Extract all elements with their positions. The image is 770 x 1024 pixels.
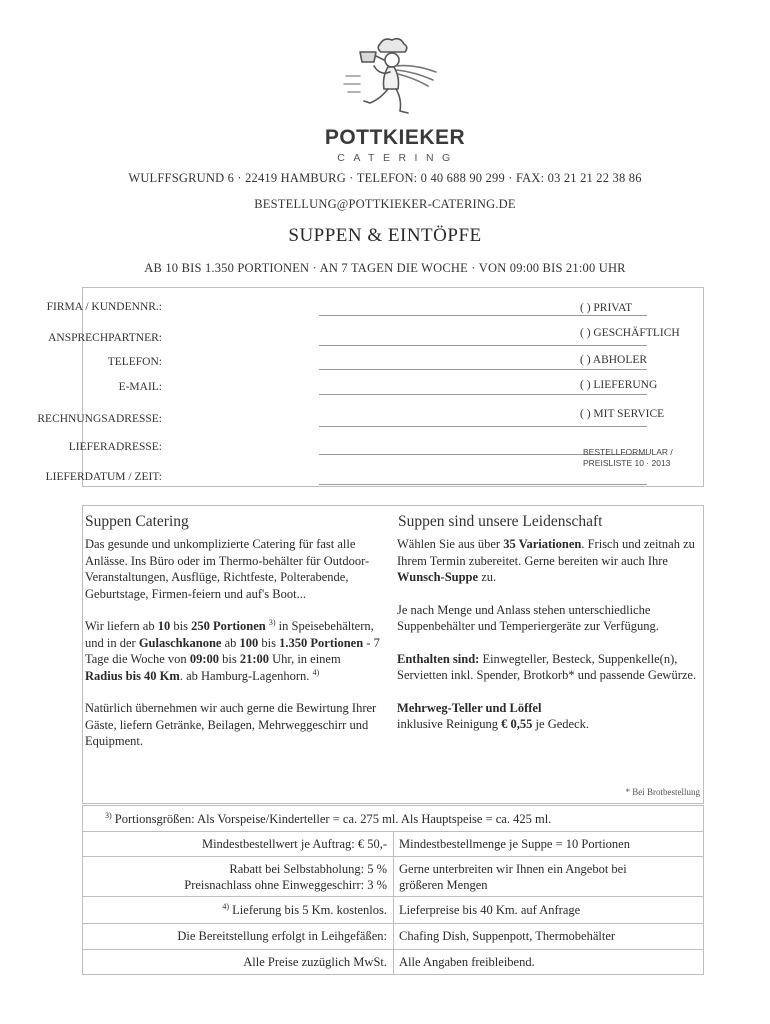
table-cell-right: Lieferpreise bis 40 Km. auf Anfrage: [399, 903, 581, 917]
table-row: [82, 924, 704, 950]
form-label-rechnungsadresse: RECHNUNGSADRESSE:: [37, 413, 162, 425]
left-col-p3: Natürlich übernehmen wir auch gerne die Bewirtung Ihrer Gäste, liefern Getränke, Beilagen, Mehrweggeschirr und Equipment.: [85, 701, 377, 748]
right-col-p1: Wählen Sie aus über 35 Variationen. Frisch und zeitnah zu Ihrem Termin zubereitet. Gerne bereiten wir auch Ihre Wunsch-Suppe zu.: [397, 537, 695, 584]
table-cell-right: Gerne unterbreiten wir Ihnen ein Angebot bei: [399, 862, 627, 876]
right-col-p3: Enthalten sind: Einwegteller, Besteck, Suppenkelle(n), Servietten inkl. Spender, Brotkorb* und passende Gewürze.: [397, 651, 697, 682]
option-privat[interactable]: ( ) PRIVAT: [580, 302, 633, 314]
table-cell-left: Mindestbestellwert je Auftrag: € 50,-: [201, 837, 387, 851]
logo-subtitle: CATERING: [337, 152, 459, 164]
price-table: [82, 805, 704, 975]
left-col-title: Suppen Catering: [85, 513, 189, 530]
bread-note: * Bei Brotbestellung: [625, 787, 700, 797]
table-cell-right: Mindestbestellmenge je Suppe = 10 Portionen: [399, 837, 630, 851]
portion-sizes: $^{3)}$ Portionsgrößen: Als Vorspeise/Kinderteller = ca. 275 ml. Als Hauptspeise = ca. 425 ml.: [105, 810, 552, 826]
option-mit-service[interactable]: ( ) MIT SERVICE: [580, 408, 665, 420]
form-input-rechnungsadresse[interactable]: [319, 426, 647, 427]
option-geschaeftlich[interactable]: ( ) GESCHÄFTLICH: [580, 327, 680, 339]
logo-name: POTTKIEKER: [324, 126, 466, 149]
table-cell-left: Rabatt bei Selbstabholung: 5 %: [229, 862, 387, 876]
option-abholer[interactable]: ( ) ABHOLER: [580, 354, 648, 366]
table-cell-left: Die Bereitstellung erfolgt in Leihgefäßen:: [177, 929, 387, 943]
table-row: [82, 857, 704, 897]
form-label-telefon: TELEFON:: [107, 356, 162, 368]
form-label-firma: FIRMA / KUNDENNR.:: [46, 301, 162, 313]
form-label-lieferadresse: LIEFERADRESSE:: [68, 441, 162, 453]
table-row-portions: [82, 805, 704, 832]
form-input-lieferdatum[interactable]: [319, 484, 647, 485]
page-title: SUPPEN & EINTÖPFE: [288, 225, 482, 246]
form-input-ansprechpartner[interactable]: [319, 345, 647, 346]
header-email[interactable]: BESTELLUNG@POTTKIEKER-CATERING.DE: [254, 197, 516, 211]
right-col-text: [397, 536, 701, 749]
table-cell-right: größeren Mengen: [399, 878, 488, 892]
form-input-email[interactable]: [319, 394, 647, 395]
table-cell-left: $^{4)}$ Lieferung bis 5 Km. kostenlos.: [222, 901, 387, 917]
form-note: [583, 447, 703, 469]
table-cell-right: Chafing Dish, Suppenpott, Thermobehälter: [399, 929, 616, 943]
form-label-lieferdatum: LIEFERDATUM / ZEIT:: [45, 471, 162, 483]
right-col-p2: Je nach Menge und Anlass stehen unterschiedliche Suppenbehälter und Temperiergeräte zur Verfügung.: [397, 602, 659, 633]
left-col-p2: Wir liefern ab 10 bis 250 Portionen $^{3)}$ in Speisebehältern, und in der Gulaschkanone ab 100 bis 1.350 Portionen - 7 Tage die Woche von 09:00 bis 21:00 Uhr, in einem Radius bis 40 Km. ab Hamburg-Lagenhorn. $^{4)}$: [85, 617, 380, 683]
table-row: [82, 832, 704, 857]
option-lieferung[interactable]: ( ) LIEFERUNG: [580, 379, 658, 391]
form-input-firma[interactable]: [319, 315, 647, 316]
logo: [320, 36, 470, 164]
header-subtitle: AB 10 BIS 1.350 PORTIONEN · AN 7 TAGEN DIE WOCHE · VON 09:00 BIS 21:00 UHR: [144, 261, 626, 275]
table-cell-right: Alle Angaben freibleibend.: [399, 955, 535, 969]
table-cell-left: Alle Preise zuzüglich MwSt.: [243, 955, 387, 969]
table-cell-left: Preisnachlass ohne Einweggeschirr: 3 %: [184, 878, 387, 892]
form-label-email: E-MAIL:: [118, 381, 162, 393]
header-address: WULFFSGRUND 6 · 22419 HAMBURG · TELEFON: 0 40 688 90 299 · FAX: 03 21 21 22 38 86: [128, 171, 642, 185]
left-col-p1: Das gesunde und unkomplizierte Catering für fast alle Anlässe. Ins Büro oder im Thermo-behälter für Outdoor-Veranstaltungen, Ausflüge, Richtfeste, Polterabende, Geburtstage, Firmen-feiern und auf's Boot...: [85, 537, 370, 601]
table-row: [82, 950, 704, 975]
form-note-line2: PREISLISTE 10 · 2013: [583, 458, 671, 468]
chef-running-icon: [342, 36, 448, 128]
form-input-telefon[interactable]: [319, 369, 647, 370]
table-row: [82, 897, 704, 924]
form-label-ansprechpartner: ANSPRECHPARTNER:: [48, 332, 162, 344]
form-note-line1: BESTELLFORMULAR /: [583, 447, 673, 457]
right-col-title: Suppen sind unsere Leidenschaft: [398, 513, 603, 530]
right-col-p4: Mehrweg-Teller und Löffel inklusive Reinigung € 0,55 je Gedeck.: [397, 700, 589, 731]
left-col-text: [85, 536, 381, 766]
